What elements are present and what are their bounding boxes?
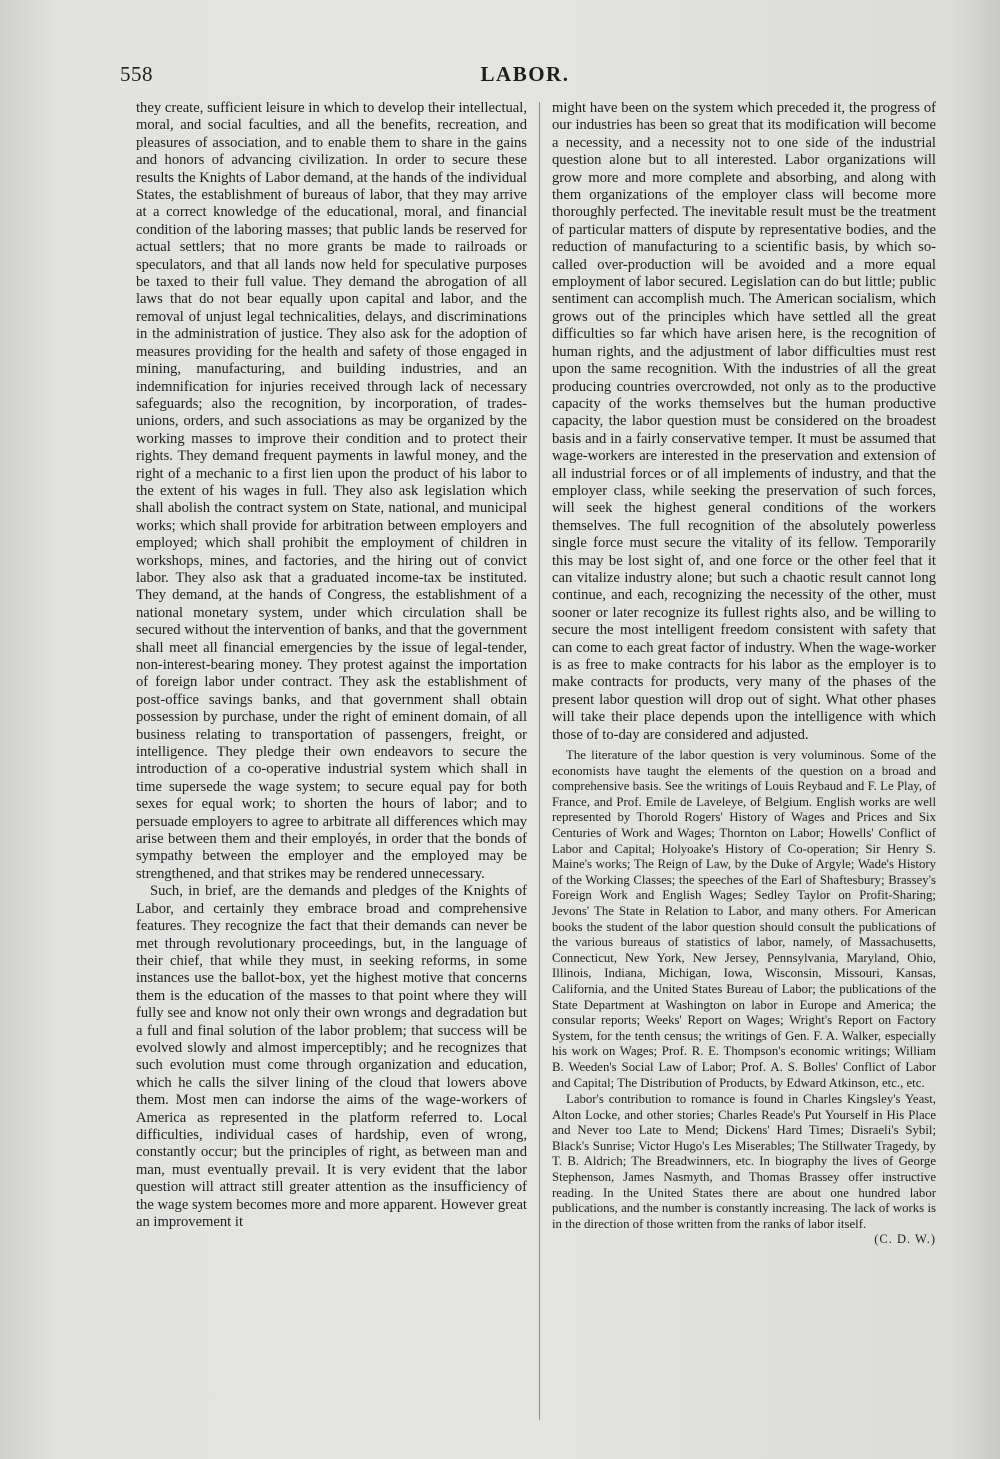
column-divider [539, 102, 540, 1420]
page-number: 558 [120, 62, 153, 86]
author-signature: (C. D. W.) [874, 1232, 936, 1247]
page-header [120, 62, 930, 90]
bibliography-notes [552, 748, 936, 1248]
right-paragraph-1: might have been on the system which preceded it, the progress of our industries has been so great that its modification will become a necessity, and a necessity not to one side of the industrial question alone but to all interested. Labor organizations will grow more and more complete and absorbing, and along with them organizations of the employer class will become more thoroughly perfected. The inevitable result must be the treatment of particular matters of dispute by representative bodies, and the reduction of manufacturing to a scientific basis, by which so-called over-production will be avoided and a more equal employment of labor secured. Legislation can do but little; public sentiment can accomplish much. The American socialism, which grows out of the principles which have settled all the great difficulties so far which have arisen here, is the recognition of human rights, and the adjustment of labor difficulties must rest upon the same recognition. With the industries of all the great producing countries overcrowded, not only as to the productive capacity of the works themselves but the human productive capacity, the labor question must be considered on the broadest basis and in a fairly conservative temper. It must be assumed that wage-workers are interested in the preservation and extension of all industrial forces or of all implements of industry, and that the employer class, while seeking the preservation of such forces, will seek the highest general conditions of the workers themselves. The full recognition of the absolutely powerless single force must secure the vitality of its fellow. Temporarily this may be lost sight of, and one force or the other feel that it can vitalize industry alone; but such a chaotic result cannot long continue, and each, recognizing the necessity of the other, must sooner or later recognize its fullest rights also, and be willing to secure the most intelligent freedom consistent with safety that can come to each great factor of industry. When the wage-worker is as free to make contracts for his labor as the employer is to make contracts for products, very many of the phases of the present labor question will drop out of sight. What other phases will take their place depends upon the intelligence with which those of to-day are considered and adjusted. [552, 100, 936, 743]
right-column [552, 100, 936, 1425]
bibliography-note-1: The literature of the labor question is very voluminous. Some of the economists have taught the elements of the question on a broad and comprehensive basis. See the writings of Louis Reybaud and F. Le Play, of France, and Prof. Emile de Laveleye, of Belgium. English works are well represented by Thorold Rogers' History of Wages and Prices and Six Centuries of Work and Wages; Thornton on Labor; Howells' Conflict of Labor and Capital; Holyoake's History of Co-operation; Sir Henry S. Maine's works; The Reign of Law, by the Duke of Argyle; Wade's History of the Working Classes; the speeches of the Earl of Shaftesbury; Brassey's Foreign Work and English Wages; Sedley Taylor on Profit-Sharing; Jevons' The State in Relation to Labor, and many others. For American books the student of the labor question should consult the publications of the various bureaus of statistics of labor, namely, of Massachusetts, Connecticut, New York, New Jersey, Pennsylvania, Maryland, Ohio, Illinois, Indiana, Michigan, Iowa, Wisconsin, Missouri, Kansas, California, and the United States Bureau of Labor; the publications of the State Department at Washington on labor in Europe and America; the consular reports; Weeks' Report on Wages; Wright's Report on Factory System, for the tenth census; the writings of Gen. F. A. Walker, especially his work on Wages; Prof. R. E. Thompson's economic writings; William B. Weeden's Social Law of Labor; Prof. A. S. Bolles' Conflict of Labor and Capital; The Distribution of Products, by Edward Atkinson, etc., etc. [552, 748, 936, 1090]
bibliography-note-2: Labor's contribution to romance is found in Charles Kingsley's Yeast, Alton Locke, and other stories; Charles Reade's Put Yourself in His Place and Never too Late to Mend; Dickens' Hard Times; Disraeli's Sybil; Black's Sunrise; Victor Hugo's Les Miserables; The Stillwater Tragedy, by T. B. Aldrich; The Breadwinners, etc. In biography the lives of George Stephenson, James Nasmyth, and Thomas Brassey offer instructive reading. In the United States there are about one hundred labor publications, and the number is constantly increasing. The lack of works is in the direction of those written from the ranks of labor itself. [552, 1092, 936, 1231]
left-column [136, 100, 527, 1425]
left-paragraph-2: Such, in brief, are the demands and pledges of the Knights of Labor, and certainly they embrace broad and comprehensive features. They recognize the fact that their demands can never be met through revolutionary proceedings, but, in the language of their chief, that while they must, in seeking reforms, in some instances use the ballot-box, yet the highest motive that concerns them is the education of the masses to that point where they will fully see and know not only their own wrongs and degradation but a full and final solution of the labor problem; that success will be evolved slowly and almost imperceptibly; and he recognizes that such evolution must come through organization and education, which he calls the silver lining of the cloud that lowers above them. Most men can indorse the aims of the wage-workers of America as represented in the platform referred to. Local difficulties, individual cases of hardship, even of wrong, constantly occur; but the principles of right, as between man and man, must eventually prevail. It is very evident that the labor question will attract still greater attention as the insufficiency of the wage system becomes more and more apparent. However great an improvement it [136, 883, 527, 1230]
left-paragraph-1: they create, sufficient leisure in which to develop their intellectual, moral, and social faculties, and all the benefits, recreation, and pleasures of association, and to enable them to share in the gains and honors of advancing civilization. In order to secure these results the Knights of Labor demand, at the hands of the individual States, the establishment of bureaus of labor, that they may arrive at a correct knowledge of the educational, moral, and financial condition of the laboring masses; that public lands be reserved for actual settlers; that no more grants be made to railroads or speculators, and that all lands now held for speculative purposes be taxed to their full value. They demand the abrogation of all laws that do not bear equally upon capital and labor, and the removal of unjust legal technicalities, delays, and discriminations in the administration of justice. They also ask for the adoption of measures providing for the health and safety of those engaged in mining, manufacturing, and building industries, and an indemnification for injuries received through lack of necessary safeguards; also the recognition, by incorporation, of trades-unions, orders, and such associations as may be organized by the working masses to improve their condition and to protect their rights. They demand frequent payments in lawful money, and the right of a mechanic to a first lien upon the product of his labor to the extent of his wages in full. They also ask legislation which shall abolish the contract system on State, national, and municipal works; which shall provide for arbitration between employers and employed; which shall prohibit the employment of children in workshops, mines, and factories, and the hiring out of convict labor. They also ask that a graduated income-tax be instituted. They demand, at the hands of Congress, the establishment of a national monetary system, under which circulation shall be secured without the intervention of banks, and that the government shall meet all financial emergencies by the issue of legal-tender, non-interest-bearing money. They protest against the importation of foreign labor under contract. They ask the establishment of post-office savings banks, and that government shall obtain possession by purchase, under the right of eminent domain, of all business relating to transportation of passengers, freight, or intelligence. They pledge their own endeavors to secure the introduction of a co-operative industrial system which shall in time supersede the wage system; to secure equal pay for both sexes for equal work; to shorten the hours of labor; and to persuade employers to agree to arbitrate all differences which may arise between them and their employés, in order that the bonds of sympathy between the employer and the employed may be strengthened, and that strikes may be rendered unnecessary. [136, 100, 527, 882]
running-head-title: LABOR. [480, 62, 570, 86]
